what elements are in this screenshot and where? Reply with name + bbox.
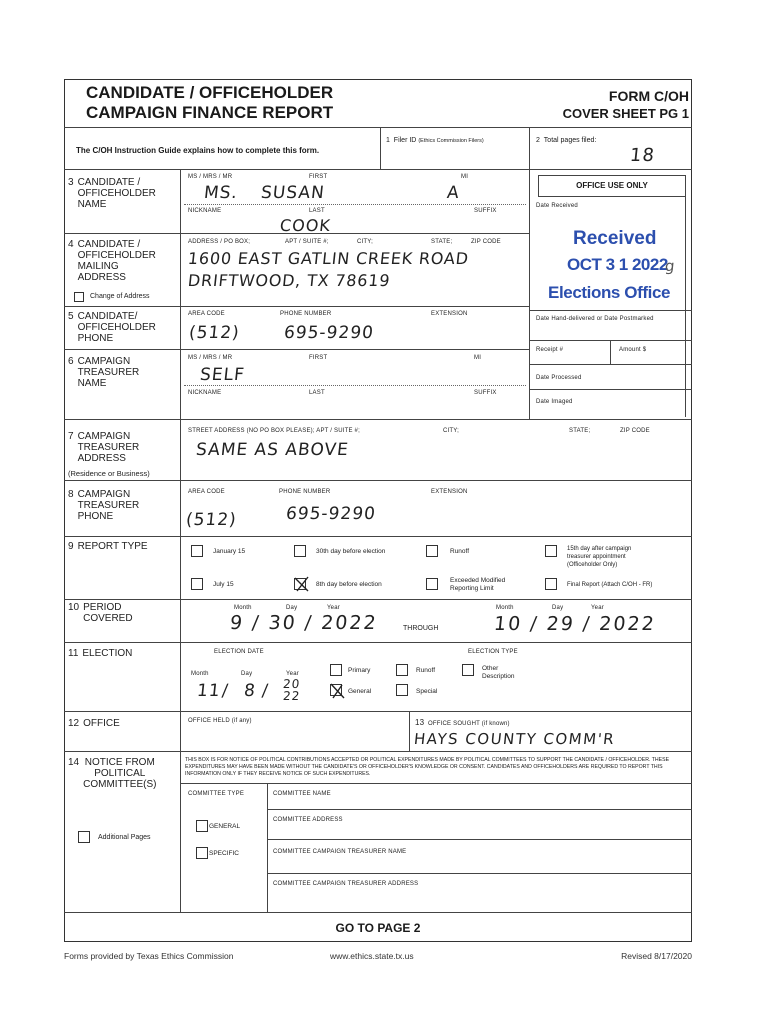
amount-label: Amount $ xyxy=(619,347,647,353)
election-other-checkbox[interactable] xyxy=(462,664,474,676)
election-primary-label: Primary xyxy=(348,667,371,674)
section-12-label: 12 OFFICE xyxy=(68,718,120,729)
field-label-phone: PHONE NUMBER xyxy=(280,311,332,317)
candidate-prefix[interactable]: MS. xyxy=(202,183,239,203)
stamp-date: OCT 3 1 2022 xyxy=(567,255,668,274)
report-type-15th-day-label: 15th day after campaign treasurer appointment (Officeholder Only) xyxy=(567,546,632,568)
election-type-label: ELECTION TYPE xyxy=(468,649,518,655)
footer-revised: Revised 8/17/2020 xyxy=(621,951,692,961)
section-7-sublabel: (Residence or Business) xyxy=(68,469,150,478)
committee-type-label: COMMITTEE TYPE xyxy=(188,791,245,797)
field-label-first: FIRST xyxy=(309,174,328,180)
field-label-area-code: AREA CODE xyxy=(188,489,225,495)
election-month[interactable]: 11 xyxy=(195,681,222,701)
campaign-finance-form: CANDIDATE / OFFICEHOLDER CAMPAIGN FINANCE REPORT FORM C/OH COVER SHEET PG 1 The C/OH Instruction Guide explains how to complete this form. 1 Filer ID (Ethics Commission Filers) 2 Total pages filed: 18 3 CANDIDATE / OFFICEHOLDER NAME MS / MRS / MR FIRST MI MS. SUSAN A NICKNAME LAST SUFFIX COOK OFFICE USE ONLY Date Received Received OCT 3 1 2022 g Elections Office Date Hand-delivered or Date Postmarked Receipt # Amount $ Date Processed Date Imaged 4 CANDIDATE / OFFICEHOLDER MAILING ADDRESS Change of Address ADDRESS / PO BOX; APT / SUITE #; CITY; STATE; ZIP CODE 1600 EAST GATLIN CREEK ROAD DRIFTWOOD, TX 78619 5 CANDIDATE/ OFFICEHOLDER PHONE AREA CODE PHONE NUMBER EXTENSION (512) 695-9290 6 CAMPAIGN TREASURER NAME MS / MRS / MR FIRST MI SELF NICKNAME LAST SUFFIX 7 CAMPAIGN TREASURER ADDRESS (Residence or Business) STREET ADDRESS (NO PO BOX PLEASE); APT / SUITE #; CITY; STATE; ZIP CODE SAME AS ABOVE 8 CAMPAIGN TREASURER PHONE AREA CODE PHONE NUMBER EXTENSION (512) 695-9290 9 REPORT TYPE January 15 30th day before election Runoff 15th day after campaign treasurer appointment (Officeholder Only) July 15 8th day before election Exceeded Modified Reporting Limit Final Report (Attach C/OH - FR) 10 PERIOD COVERED Month Day Year 9 / 30 / 2022 THROUGH Month Day Year 10 / 29 / 2022 11 ELECTION ELECTION DATE ELECTION TYPE Month Day Year 11 / 8 / 20 22 Primary Runoff Other Description General Special 12 OFFICE OFFICE HELD (if any) 13 OFFICE SOUGHT (if known) HAYS COUNTY COMM'R 14 NOTICE FROM POLITICAL COMMITTEE(S) Additional Pages THIS BOX IS FOR NOTICE OF POLITICAL CONTRIBUTIONS ACCEPTED OR POLITICAL EXPENDITURES MADE BY POLITICAL COMMITTEES TO SUPPORT THE CANDIDATE / OFFICEHOLDER. THESE EXPENDITURES MAY HAVE BEEN MADE WITHOUT THE CANDIDATE'S OR OFFICEHOLDER'S KNOWLEDGE OR CONSENT. CANDIDATES AND OFFICEHOLDERS ARE REQUIRED TO REPORT THIS INFORMATION ONLY IF THEY RECEIVE NOTICE OF SUCH EXPENDITURES. COMMITTEE TYPE COMMITTEE NAME GENERAL COMMITTEE ADDRESS SPECIFIC COMMITTEE CAMPAIGN TREASURER NAME COMMITTEE CAMPAIGN TREASURER ADDRESS GO TO PAGE 2 Forms provided by Texas Ethics Commission www.ethics.state.tx.us Revised 8/17/2020 xyxy=(64,79,695,984)
field-label-suffix: SUFFIX xyxy=(474,390,497,396)
from-year-label: Year xyxy=(327,605,340,611)
go-to-page-2: GO TO PAGE 2 xyxy=(335,921,421,935)
field-label-first: FIRST xyxy=(309,355,328,361)
section-10-label: 10 PERIOD COVERED xyxy=(68,602,133,624)
candidate-last-name[interactable]: COOK xyxy=(279,216,332,235)
through-label: THROUGH xyxy=(403,625,439,632)
field-label-city: CITY; xyxy=(357,239,373,245)
field-label-address: ADDRESS / PO BOX; xyxy=(188,239,251,245)
cover-sheet-label: COVER SHEET PG 1 xyxy=(562,106,689,121)
filer-id-label: 1 Filer ID (Ethics Commission Filers) xyxy=(386,137,484,144)
office-use-only-heading: OFFICE USE ONLY xyxy=(538,175,686,197)
checkmark-icon xyxy=(294,576,310,592)
treasurer-phone[interactable]: 695-9290 xyxy=(284,504,377,524)
treasurer-area-code[interactable]: (512) xyxy=(184,510,238,530)
report-type-july-15-label: July 15 xyxy=(213,581,234,588)
election-day[interactable]: 8 xyxy=(242,681,257,701)
candidate-address-line1[interactable]: 1600 EAST GATLIN CREEK ROAD xyxy=(187,249,470,268)
report-type-january-15-label: January 15 xyxy=(213,548,246,555)
election-year-label: Year xyxy=(286,671,299,677)
form-title-line1: CANDIDATE / OFFICEHOLDER xyxy=(86,83,334,102)
section-14-label: 14 NOTICE FROM POLITICAL COMMITTEE(S) xyxy=(68,757,157,790)
period-from[interactable]: 9 / 30 / 2022 xyxy=(228,612,379,634)
report-type-runoff-checkbox[interactable] xyxy=(426,545,438,557)
committee-general-checkbox[interactable] xyxy=(196,820,208,832)
field-label-prefix: MS / MRS / MR xyxy=(188,174,233,180)
report-type-runoff-label: Runoff xyxy=(450,548,470,555)
report-type-30th-day-checkbox[interactable] xyxy=(294,545,306,557)
section-9-label: 9 REPORT TYPE xyxy=(68,541,148,552)
section-5-label: 5 CANDIDATE/ OFFICEHOLDER PHONE xyxy=(68,311,156,344)
report-type-30th-day-label: 30th day before election xyxy=(316,548,386,555)
report-type-8th-day-label: 8th day before election xyxy=(316,581,382,588)
field-label-state: STATE; xyxy=(569,428,591,434)
candidate-first-name[interactable]: SUSAN xyxy=(259,183,326,203)
report-type-exceeded-limit-label: Exceeded Modified Reporting Limit xyxy=(450,577,506,592)
field-label-state: STATE; xyxy=(431,239,453,245)
election-runoff-checkbox[interactable] xyxy=(396,664,408,676)
footer-left: Forms provided by Texas Ethics Commission xyxy=(64,951,234,961)
stamp-elections-office: Elections Office xyxy=(548,283,671,302)
form-title-line2: CAMPAIGN FINANCE REPORT xyxy=(86,103,334,122)
to-month-label: Month xyxy=(496,605,514,611)
report-type-january-15-checkbox[interactable] xyxy=(191,545,203,557)
section-11-label: 11 ELECTION xyxy=(68,648,133,659)
election-primary-checkbox[interactable] xyxy=(330,664,342,676)
to-year-label: Year xyxy=(591,605,604,611)
field-label-street: STREET ADDRESS (NO PO BOX PLEASE); APT / SUITE #; xyxy=(188,428,360,434)
field-label-zip: ZIP CODE xyxy=(471,239,501,245)
election-general-label: General xyxy=(348,688,372,695)
field-label-nickname: NICKNAME xyxy=(188,208,222,214)
field-label-city: CITY; xyxy=(443,428,459,434)
footer-url: www.ethics.state.tx.us xyxy=(330,951,414,961)
committee-name-label: COMMITTEE NAME xyxy=(273,791,331,797)
field-label-mi: MI xyxy=(474,355,482,361)
candidate-middle-initial[interactable]: A xyxy=(445,183,461,203)
committee-specific-label: SPECIFIC xyxy=(209,850,239,857)
candidate-area-code[interactable]: (512) xyxy=(187,323,241,343)
receipt-label: Receipt # xyxy=(536,347,564,353)
change-of-address-label: Change of Address xyxy=(90,293,150,300)
office-sought-label: 13 OFFICE SOUGHT (if known) xyxy=(415,718,510,727)
section-6-label: 6 CAMPAIGN TREASURER NAME xyxy=(68,356,140,389)
report-type-exceeded-limit-checkbox[interactable] xyxy=(426,578,438,590)
treasurer-name[interactable]: SELF xyxy=(198,365,246,385)
election-year-bottom[interactable]: 22 xyxy=(282,689,302,703)
from-month-label: Month xyxy=(234,605,252,611)
committee-general-label: GENERAL xyxy=(209,823,241,830)
candidate-address-line2[interactable]: DRIFTWOOD, TX 78619 xyxy=(187,271,392,290)
field-label-extension: EXTENSION xyxy=(431,489,468,495)
field-label-phone: PHONE NUMBER xyxy=(279,489,331,495)
report-type-8th-day-checkbox[interactable] xyxy=(294,578,306,590)
form-frame xyxy=(64,79,692,942)
field-label-zip: ZIP CODE xyxy=(620,428,650,434)
election-month-label: Month xyxy=(191,671,209,677)
total-pages-label: 2 Total pages filed: xyxy=(536,137,597,144)
form-id: FORM C/OH xyxy=(608,88,689,104)
report-type-final-label: Final Report (Attach C/OH - FR) xyxy=(567,582,653,588)
section-3-label: 3 CANDIDATE / OFFICEHOLDER NAME xyxy=(68,177,156,210)
change-of-address-checkbox[interactable] xyxy=(74,292,84,302)
field-label-last: LAST xyxy=(309,208,325,214)
office-held-label: OFFICE HELD (if any) xyxy=(188,718,252,724)
date-processed-label: Date Processed xyxy=(536,375,582,381)
report-type-july-15-checkbox[interactable] xyxy=(191,578,203,590)
office-sought-value[interactable]: HAYS COUNTY COMM'R xyxy=(413,730,617,748)
checkmark-icon xyxy=(330,683,346,699)
section-8-label: 8 CAMPAIGN TREASURER PHONE xyxy=(68,489,140,522)
field-label-apt: APT / SUITE #; xyxy=(285,239,329,245)
additional-pages-label: Additional Pages xyxy=(98,834,151,841)
date-imaged-label: Date Imaged xyxy=(536,399,573,405)
election-runoff-label: Runoff xyxy=(416,667,436,674)
treasurer-address[interactable]: SAME AS ABOVE xyxy=(194,440,350,460)
hand-delivered-label: Date Hand-delivered or Date Postmarked xyxy=(536,316,654,322)
field-label-suffix: SUFFIX xyxy=(474,208,497,214)
field-label-nickname: NICKNAME xyxy=(188,390,222,396)
committee-specific-checkbox[interactable] xyxy=(196,847,208,859)
report-type-final-checkbox[interactable] xyxy=(545,578,557,590)
field-label-prefix: MS / MRS / MR xyxy=(188,355,233,361)
committee-treasurer-address-label: COMMITTEE CAMPAIGN TREASURER ADDRESS xyxy=(273,881,419,887)
period-to[interactable]: 10 / 29 / 2022 xyxy=(492,613,657,635)
election-other-label: Other Description xyxy=(482,665,515,680)
section-4-label: 4 CANDIDATE / OFFICEHOLDER MAILING ADDRESS xyxy=(68,239,156,283)
stamp-received: Received xyxy=(573,228,657,249)
committee-treasurer-name-label: COMMITTEE CAMPAIGN TREASURER NAME xyxy=(273,849,407,855)
additional-pages-checkbox[interactable] xyxy=(78,831,90,843)
date-received-label: Date Received xyxy=(536,203,578,209)
total-pages-value: 18 xyxy=(628,145,657,166)
field-label-mi: MI xyxy=(461,174,469,180)
section-7-label: 7 CAMPAIGN TREASURER ADDRESS xyxy=(68,431,140,464)
stamp-initial: g xyxy=(664,257,677,275)
election-date-label: ELECTION DATE xyxy=(214,649,264,655)
election-special-label: Special xyxy=(416,688,438,695)
election-general-checkbox[interactable] xyxy=(330,684,342,696)
election-day-label: Day xyxy=(241,671,253,677)
to-day-label: Day xyxy=(552,605,564,611)
election-special-checkbox[interactable] xyxy=(396,684,408,696)
report-type-15th-day-checkbox[interactable] xyxy=(545,545,557,557)
candidate-phone[interactable]: 695-9290 xyxy=(282,323,375,343)
political-committee-notice: THIS BOX IS FOR NOTICE OF POLITICAL CONTRIBUTIONS ACCEPTED OR POLITICAL EXPENDITURES MADE BY POLITICAL COMMITTEES TO SUPPORT THE CANDIDATE / OFFICEHOLDER. THESE EXPENDITURES MAY HAVE BEEN MADE WITHOUT THE CANDIDATE'S OR OFFICEHOLDER'S KNOWLEDGE OR CONSENT. CANDIDATES AND OFFICEHOLDERS ARE REQUIRED TO REPORT THIS INFORMATION ONLY IF THEY RECEIVE NOTICE OF SUCH EXPENDITURES. xyxy=(185,757,670,777)
from-day-label: Day xyxy=(286,605,298,611)
instruction-text: The C/OH Instruction Guide explains how to complete this form. xyxy=(76,146,320,155)
field-label-extension: EXTENSION xyxy=(431,311,468,317)
field-label-last: LAST xyxy=(309,390,325,396)
field-label-area-code: AREA CODE xyxy=(188,311,225,317)
committee-address-label: COMMITTEE ADDRESS xyxy=(273,817,343,823)
election-year-top[interactable]: 20 xyxy=(282,677,302,691)
